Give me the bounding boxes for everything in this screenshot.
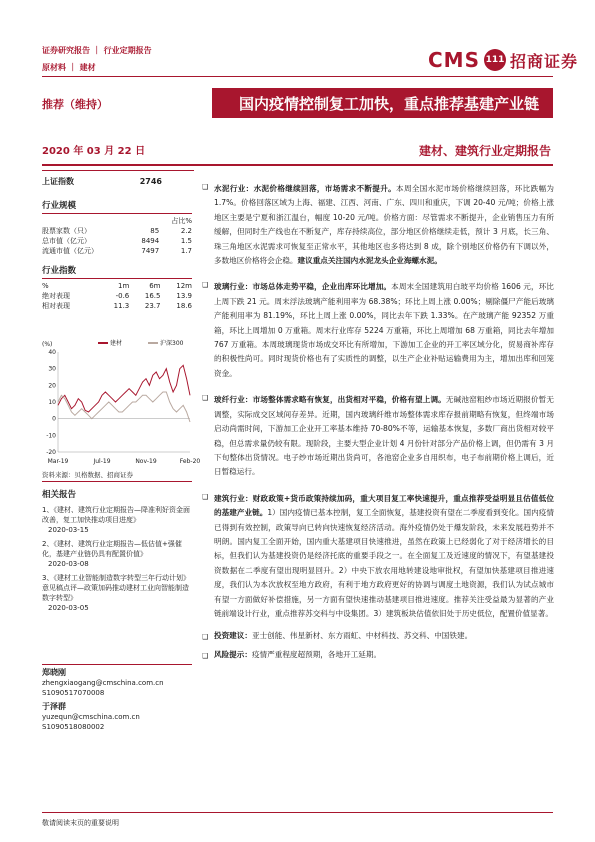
sidebar [42, 176, 192, 311]
cell: 1m [117, 282, 130, 290]
related-report-date: 2020-03-15 [48, 526, 89, 534]
related-report-title: 1、《建材、建筑行业定期报告—降准利好资金面改善，复工加快推动项目进度》 [42, 506, 190, 524]
main-content [202, 172, 554, 662]
checkbox-bullet-icon: ❑ [202, 183, 209, 191]
y-tick-label: -10 [46, 432, 56, 440]
series-line-1 [58, 392, 190, 422]
table-row [42, 281, 192, 291]
para-tail: 建议重点关注国内水泥龙头企业海螺水泥。 [297, 256, 442, 266]
para-body: 本周全国水泥市场价格继续回落，环比跌幅为 1.7%。价格回落区域为上海、福建、江西、河南、广东、四川和重庆，下调 20-40 元/吨；价格上涨地区主要是宁夏和浙江温台，幅度 10-20 元/吨。价格方面：尽管需求不断提升，企业销售压力有所缓解，但同时生产线也在不断复产，库存持续高位，部分地区价格继续走低，预计 3 月底，长三角、珠三角地区水泥需求可恢复至正常水平，其他地区也多将达到 8 成，除个别地区价格仍有下调以外，多数地区价格将会企稳。 [214, 184, 554, 266]
analyst-id: S1090517070008 [42, 689, 105, 697]
banner-title: 国内疫情控制复工加快，重点推荐基建产业链 [212, 88, 553, 118]
checkbox-bullet-icon: ❑ [202, 394, 209, 403]
para-lead: 玻璃行业：市场总体走势平稳，企业出库环比增加。 [214, 282, 392, 292]
y-tick-label: 40 [48, 349, 56, 356]
rating: 推荐（维持） [42, 98, 108, 111]
sidebar-top-rule [42, 170, 194, 171]
cell: -0.6 [115, 292, 130, 300]
cell: 相对表现 [42, 302, 70, 310]
scale-table [42, 216, 192, 256]
risk-warning [202, 648, 554, 662]
index-label: 上证指数 [42, 177, 74, 186]
para-lead: 建筑行业：财政政策+货币政策持续加码，重大项目复工率快速提升，重点推荐受益明显且估值低位的基建产业链。 [214, 493, 554, 518]
analyst-email[interactable]: yuzequn@cmschina.com.cn [42, 713, 140, 721]
footer-note: 敬请阅读末页的重要说明 [42, 819, 119, 827]
sector-line: 原材料 ｜ 建材 [42, 63, 96, 72]
pct-header: 占比% [171, 217, 192, 225]
logo-mark-icon: 111 [484, 49, 506, 71]
x-tick-label: Feb-20 [179, 458, 201, 465]
related-report-date: 2020-03-05 [48, 604, 89, 612]
paragraph-cement [202, 182, 554, 268]
related-report-title: 2、《建材、建筑行业定期报告—低估值+强催化，基建产业链仍具有配置价值》 [42, 540, 182, 558]
table-row [42, 246, 192, 256]
para-body: 本周末全国建筑用白玻平均价格 1606 元，环比上周下跌 21 元。周末浮法玻璃产能利用率为 68.38%；环比上周上涨 0.00%；剔除僵尸产能后玻璃产能利用率为 81.19%，环比上周上涨 0.00%，同比去年下跌 1.33%。在产玻璃产能 92352 万重箱，环比上周增加 0 万重箱。周末行业库存 5224 万重箱，环比上周增加 68 万重箱，同比去年增加 767 万重箱。本周玻璃现货市场成交环比有所增加，下游加工企业的开工率区域分化，贸易商补库存的积极性尚可。同时现货价格也有了实质性的调整，以生产企业补贴运输费用为主，增加出库和回笼资金。 [214, 282, 554, 378]
analyst-email[interactable]: zhengxiaogang@cmschina.com.cn [42, 679, 164, 687]
related-report-date: 2020-03-08 [48, 560, 89, 568]
table-row [42, 226, 192, 236]
invest-text: 亚士创能、伟星新材、东方雨虹、中材科技、苏交科、中国铁建。 [251, 631, 473, 641]
chart-source: 资料来源：贝格数据、招商证券 [42, 470, 192, 482]
related-report[interactable] [42, 539, 192, 569]
y-tick-label: 0 [52, 415, 56, 423]
report-title: 建材、建筑行业定期报告 [418, 144, 551, 158]
checkbox-bullet-icon: ❑ [202, 281, 209, 290]
related-report[interactable] [42, 573, 192, 613]
invest-label: 投资建议： [214, 631, 252, 641]
logo-cn-text: 招商证券 [509, 51, 578, 71]
paragraph-fiberglass [202, 393, 554, 479]
cell: 股票家数（只） [42, 227, 91, 235]
cell: 2.2 [180, 227, 192, 235]
report-type-line: 证券研究报告 ｜ 行业定期报告 [42, 46, 152, 55]
y-axis-label: (%) [42, 341, 53, 348]
cell: 12m [176, 282, 192, 290]
para-body: 1）国内疫情已基本控制，复工全面恢复，基建投资有望在二季度看到变化。国内疫情已得到有效控制，政策导向已转向快速恢复经济活动。海外疫情仍处于爆发阶段，未来发展趋势并不明朗。国内复工全面开始，国内重大基建项目快速推进，虽然在政策上已经弱化了对于经济增长的目标，但我们认为基建投资仍是经济托底的重要手段之一。在全面复工及近速度的情况下，有望基建投资数据在二季度有望出现明显回升。2）中央下放农用地转建设地审批权，有望加快基建项目推进速度，我们认为本次放权至地方政府，有利于地方政府更好的协调与调度土地资源，我们认为试点城市有望一方面做好补偿措施，另一方面有望快速推动基建项目推进速度。推荐关注受益最为显著的产业链前端设计行业，重点推荐苏交科与中设集团。3）建筑板块估值依旧处于历史低位，配置价值显著。 [214, 508, 555, 618]
risk-text: 疫情严重程度超预期，各地开工延期。 [251, 649, 382, 659]
header-rule [42, 76, 553, 77]
paragraph-text [214, 393, 554, 479]
checkbox-bullet-icon: ❑ [202, 651, 209, 660]
cms-logo [428, 48, 578, 72]
y-tick-label: 10 [48, 399, 56, 406]
index-value: 2746 [139, 177, 162, 186]
checkbox-bullet-icon: ❑ [202, 633, 209, 642]
scale-title: 行业规模 [42, 199, 192, 214]
y-tick-label: 30 [48, 365, 56, 373]
cell: % [42, 282, 49, 290]
series-line-0 [58, 365, 190, 412]
paragraph-glass [202, 280, 554, 381]
para-body: 无碱池窑粗纱市场近期报价暂无调整，实际成交区域间存差异。近期，国内玻璃纤维市场整体需求库存报前期略有恢复，但终端市场启动尚需时间，下游加工企业开工率基本维持 70-80%不等，运输基本恢复，多数厂商出货相对较平稳，但总需求量仍较有限。现阶段，主要大型企业计划 4 月份针对部分产品价格上调，但仍需有 3 月下旬整体出货情况。电子纱市场近期出货尚可，各池窑企业多自用织布，电子布前期价格上调后，近日暂稳运行。 [214, 395, 555, 477]
analyst-name: 郑晓刚 [42, 664, 192, 678]
performance-chart [42, 338, 201, 466]
cell: 23.7 [144, 302, 161, 310]
cell: 7497 [141, 247, 160, 255]
cell: 16.5 [144, 292, 161, 300]
legend-label: 沪深300 [160, 340, 184, 347]
footer-rule [42, 812, 553, 813]
cell: 8494 [141, 237, 160, 245]
y-tick-label: -20 [46, 449, 56, 456]
perf-table [42, 281, 192, 311]
analyst-id: S1090518080002 [42, 723, 105, 731]
para-lead: 玻纤行业：市场整体需求略有恢复，出货相对平稳，价格有望上调。 [214, 395, 446, 405]
related-report[interactable] [42, 505, 192, 535]
paragraph-construction [202, 492, 554, 622]
cell: 85 [150, 227, 160, 235]
sidebar-lower [42, 470, 192, 617]
table-row [42, 236, 192, 246]
cell: 18.6 [176, 302, 192, 310]
cell: 11.3 [113, 302, 130, 310]
cell: 绝对表现 [42, 292, 70, 300]
report-date: 2020 年 03 月 22 日 [42, 146, 146, 157]
x-tick-label: Jul-19 [93, 458, 111, 465]
table-row [42, 291, 192, 301]
cell: 13.9 [176, 292, 192, 300]
para-lead: 水泥行业：水泥价格继续回落，市场需求不断提升。 [214, 184, 397, 193]
risk-label: 风险提示： [214, 649, 252, 659]
related-report-title: 3、《建材工业智能制造数字转型三年行动计划》意见稿点评—政策加码推动建材工业向智能制造数字转型》 [42, 574, 190, 602]
checkbox-bullet-icon: ❑ [202, 492, 209, 501]
related-title: 相关报告 [42, 490, 77, 500]
x-tick-label: Mar-19 [47, 458, 69, 465]
cell: 1.7 [180, 247, 192, 255]
paragraph-text [214, 182, 554, 268]
paragraph-text [214, 280, 554, 381]
cell: 流通市值（亿元） [42, 247, 98, 255]
paragraph-text [214, 492, 554, 622]
perf-title: 行业指数 [42, 264, 192, 279]
cell: 总市值（亿元） [42, 237, 91, 245]
cell: 1.5 [180, 237, 192, 245]
invest-advice [202, 629, 554, 643]
table-row [42, 301, 192, 311]
analyst-block [42, 664, 192, 732]
y-tick-label: 20 [48, 382, 56, 390]
index-row [42, 176, 192, 187]
logo-text: CMS [428, 48, 480, 72]
x-tick-label: Nov-19 [135, 458, 157, 465]
analyst-name: 于泽群 [42, 702, 66, 711]
legend-label: 建材 [110, 340, 123, 347]
cell: 6m [149, 282, 161, 290]
title-rule [42, 164, 553, 166]
